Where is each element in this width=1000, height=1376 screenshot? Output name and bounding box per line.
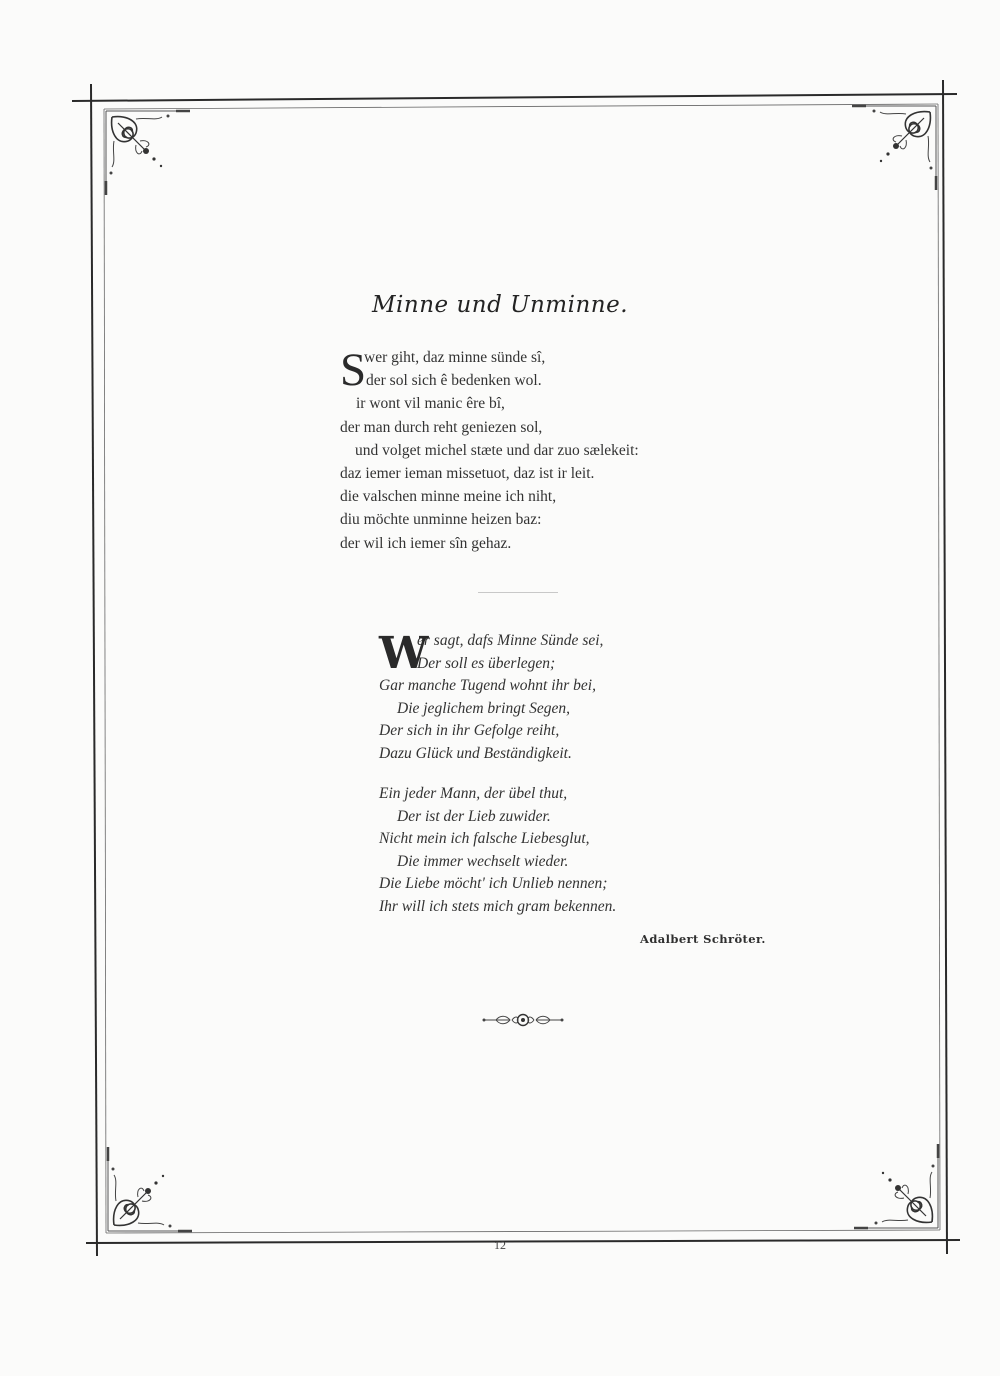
corner-ornament-top-right — [852, 106, 936, 190]
poem-line: Die jeglichem bringt Segen, — [397, 699, 571, 717]
page-number: 12 — [494, 1238, 506, 1252]
poem-line: Der soll es überlegen; — [417, 654, 556, 672]
poem-line: daz iemer ieman missetuot, daz ist ir leit. — [340, 465, 595, 483]
poem-line: diu möchte unminne heizen baz: — [340, 511, 542, 529]
poem-line: Der ist der Lieb zuwider. — [397, 807, 551, 825]
poem-line: wer giht, daz minne sünde sî, — [364, 349, 546, 366]
poem-line: und volget michel stæte und dar zuo sælekeit: — [355, 441, 639, 459]
drop-cap: W — [379, 628, 429, 679]
corner-ornament-bottom-right — [854, 1144, 938, 1228]
poem-line: er sagt, dafs Minne Sünde sei, — [417, 632, 604, 649]
poem-line: Die Liebe möcht' ich Unlieb nennen; — [379, 875, 608, 892]
nhg-poem — [379, 630, 616, 918]
poem-line: der man durch reht geniezen sol, — [340, 418, 543, 436]
mhg-poem — [340, 346, 639, 555]
page-title: Minne und Unminne. — [371, 292, 629, 318]
poem-line: Der sich in ihr Gefolge reiht, — [379, 722, 560, 739]
poem-line: Die immer wechselt wieder. — [397, 852, 569, 870]
poem-line: ir wont vil manic êre bî, — [356, 395, 505, 413]
corner-ornament-top-left — [106, 111, 190, 195]
poem-line: Ein jeder Mann, der übel thut, — [379, 785, 568, 802]
corner-ornament-bottom-left — [108, 1147, 192, 1231]
poem-line: der sol sich ê bedenken wol. — [366, 372, 542, 390]
author-signature: Adalbert Schröter. — [640, 932, 766, 946]
poem-line: Ihr will ich stets mich gram bekennen. — [379, 897, 617, 915]
poem-line: der wil ich iemer sîn gehaz. — [340, 534, 512, 552]
separator-rule — [478, 592, 558, 593]
poem-line: Gar manche Tugend wohnt ihr bei, — [379, 677, 596, 694]
poem-line: Dazu Glück und Beständigkeit. — [379, 744, 572, 762]
poem-line: Nicht mein ich falsche Liebesglut, — [379, 830, 590, 847]
poem-line: die valschen minne meine ich niht, — [340, 488, 557, 506]
drop-cap: S — [340, 344, 367, 396]
vignette-ornament-icon — [482, 1012, 564, 1028]
